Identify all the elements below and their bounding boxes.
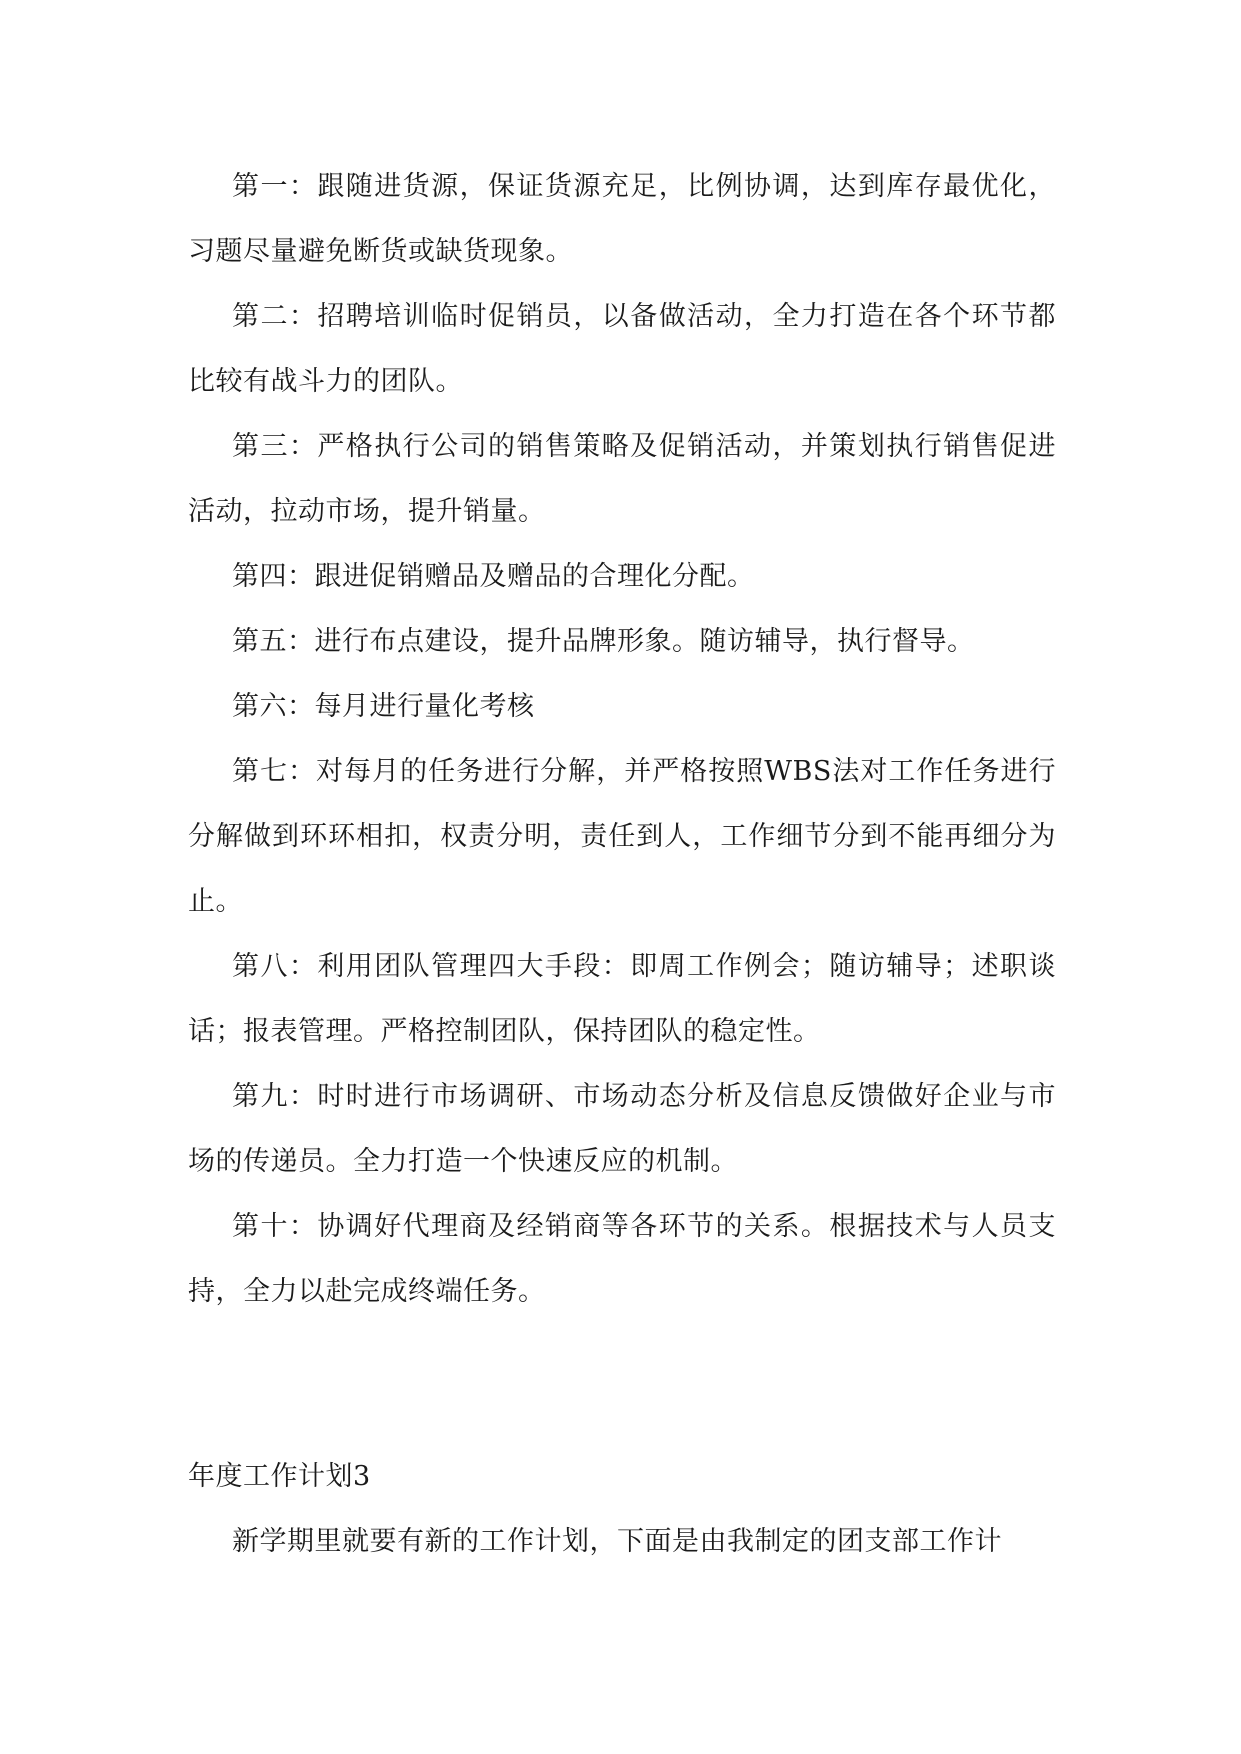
- document-body: [188, 154, 1056, 1574]
- paragraph-item-1: 第一：跟随进货源，保证货源充足，比例协调，达到库存最优化，习题尽量避免断货或缺货现象。: [188, 171, 1056, 267]
- section-intro-paragraph: 新学期里就要有新的工作计划，下面是由我制定的团支部工作计: [232, 1526, 1002, 1557]
- paragraph-item-10: 第十：协调好代理商及经销商等各环节的关系。根据技术与人员支持，全力以赴完成终端任务。: [188, 1211, 1056, 1307]
- paragraph-item-8: 第八：利用团队管理四大手段：即周工作例会；随访辅导；述职谈话；报表管理。严格控制团队，保持团队的稳定性。: [188, 951, 1056, 1047]
- paragraph-item-9: 第九：时时进行市场调研、市场动态分析及信息反馈做好企业与市场的传递员。全力打造一个快速反应的机制。: [188, 1081, 1056, 1177]
- paragraph-item-5: 第五：进行布点建设，提升品牌形象。随访辅导，执行督导。: [232, 626, 975, 657]
- paragraph-item-4: 第四：跟进促销赠品及赠品的合理化分配。: [232, 561, 755, 592]
- paragraph-item-6: 第六：每月进行量化考核: [232, 691, 535, 722]
- paragraph-item-2: 第二：招聘培训临时促销员，以备做活动，全力打造在各个环节都比较有战斗力的团队。: [188, 301, 1056, 397]
- paragraph-item-3: 第三：严格执行公司的销售策略及促销活动，并策划执行销售促进活动，拉动市场，提升销量。: [188, 431, 1056, 527]
- paragraph-item-7: 第七：对每月的任务进行分解，并严格按照WBS法对工作任务进行分解做到环环相扣，权责分明，责任到人，工作细节分到不能再细分为止。: [188, 756, 1056, 917]
- section-heading: 年度工作计划3: [188, 1461, 371, 1492]
